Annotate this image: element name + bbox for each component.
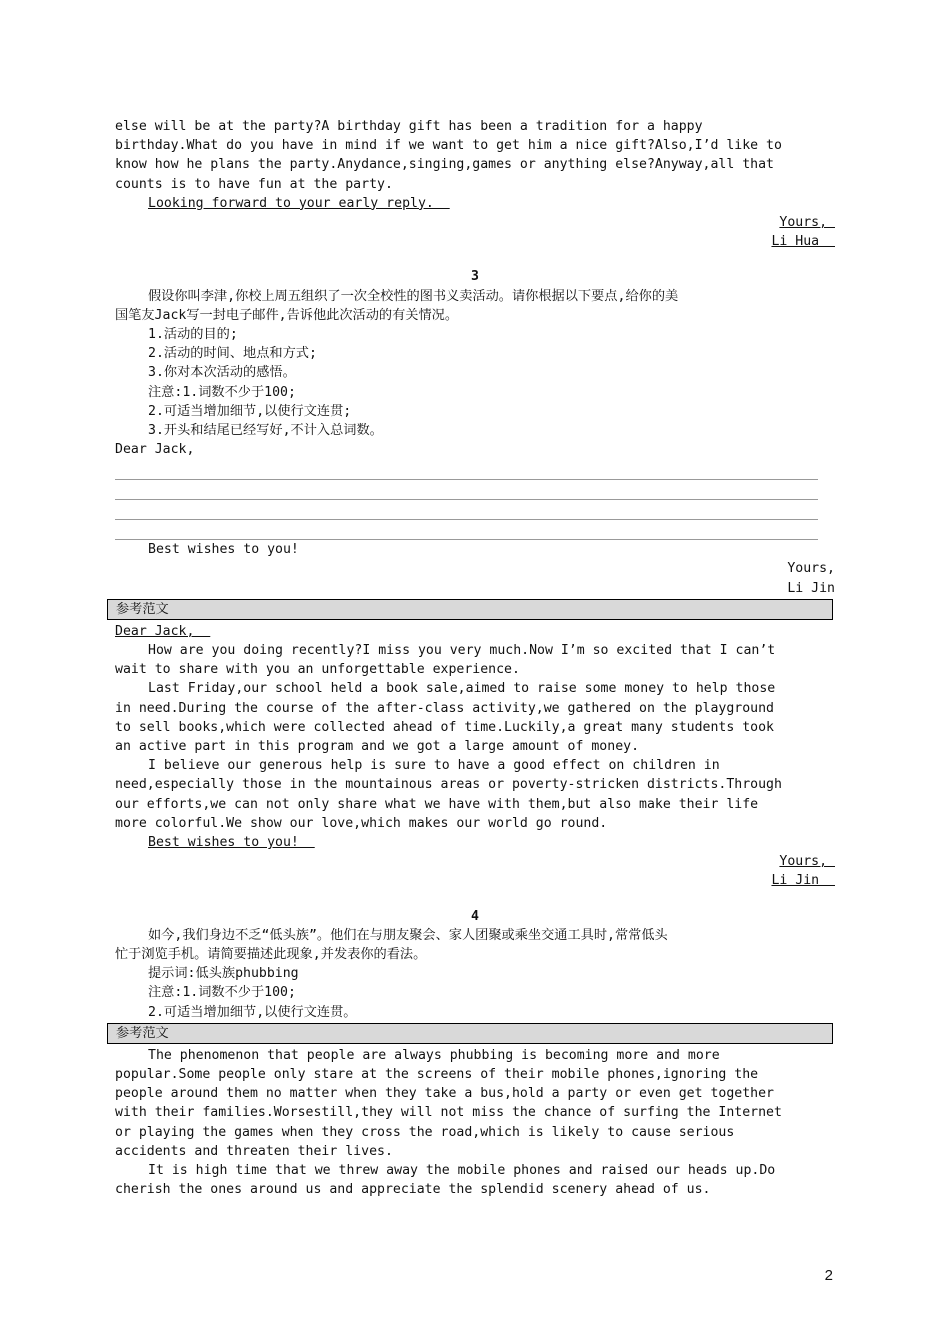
letter-yours: Yours, [779,215,835,231]
answer-line: people around them no matter when they take a bus,hold a party or even get together [115,1086,774,1102]
answer-line: accidents and threaten their lives. [115,1143,393,1159]
answer-line: in need.During the course of the after-class activity,we gathered on the playground [115,700,774,716]
answer-line: more colorful.We show our love,which makes our world go round. [115,815,608,831]
answer-signature: Li Jin [771,873,835,889]
letter-signature: Li Jin [787,580,835,596]
answer-label-box: 参考范文 [107,599,833,620]
answer-line: It is high time that we threw away the mobile phones and raised our heads up.Do [148,1163,776,1179]
answer-line: an active part in this program and we got a large amount of money. [115,739,640,755]
answer-line: cherish the ones around us and appreciate the splendid scenery ahead of us. [115,1182,711,1198]
answer-line: How are you doing recently?I miss you very much.Now I’m so excited that I can’t [148,643,776,659]
letter-closing: Best wishes to you! [148,542,299,558]
letter-signature: Li Hua [771,234,835,250]
letter-yours: Yours, [787,561,835,577]
answer-line: I believe our generous help is sure to have a good effect on children in [148,758,720,774]
answer-yours: Yours, [779,854,835,870]
prompt-line: 国笔友Jack写一封电子邮件,告诉他此次活动的有关情况。 [115,307,459,323]
prompt-point: 2.可适当增加细节,以使行文连贯; [148,403,352,419]
answer-closing: Best wishes to you! [148,835,315,851]
answer-greeting: Dear Jack, [115,623,211,639]
prompt-point: 1.活动的目的; [148,327,238,343]
page-number: 2 [824,1267,833,1284]
prompt-point: 2.活动的时间、地点和方式; [148,346,317,362]
section-2-text [115,117,835,251]
prompt-line: 假设你叫李津,你校上周五组织了一次全校性的图书义卖活动。请你根据以下要点,给你的美 [148,288,679,304]
answer-blank-line[interactable] [115,459,818,479]
text-line: else will be at the party?A birthday gift has been a tradition for a happy [115,119,703,134]
document-page [115,117,835,1200]
prompt-point: 提示词:低头族phubbing [148,966,299,982]
answer-label-box: 参考范文 [107,1023,833,1044]
prompt-point: 2.可适当增加细节,以使行文连贯。 [148,1004,357,1020]
answer-blank-line[interactable] [115,500,818,520]
prompt-line: 忙于浏览手机。请简要描述此现象,并发表你的看法。 [115,947,427,963]
prompt-point: 注意:1.词数不少于100; [148,384,296,400]
text-line: know how he plans the party.Anydance,singing,games or anything else?Anyway,all that [115,157,774,173]
prompt-point: 3.开头和结尾已经写好,不计入总词数。 [148,423,383,439]
answer-line: The phenomenon that people are always phubbing is becoming more and more [148,1047,720,1063]
prompt-point: 注意:1.词数不少于100; [148,985,296,1001]
answer-line: need,especially those in the mountainous areas or poverty-stricken districts.Through [115,777,782,793]
letter-closing: Looking forward to your early reply. [148,195,450,211]
answer-line: or playing the games when they cross the road,which is likely to cause serious [115,1124,735,1140]
text-line: counts is to have fun at the party. [115,176,393,192]
answer-line: Last Friday,our school held a book sale,aimed to raise some money to help those [148,681,776,697]
answer-blank-line[interactable] [115,480,818,500]
answer-line: wait to share with you an unforgettable experience. [115,662,520,678]
text-line: birthday.What do you have in mind if we want to get him a nice gift?Also,I’d like to [115,138,782,154]
answer-line: to sell books,which were collected ahead of time.Luckily,a great many students took [115,719,774,735]
answer-line: our efforts,we can not only share what we have with them,but also make their life [115,796,759,812]
section-number: 4 [471,908,479,924]
letter-greeting: Dear Jack, [115,442,195,458]
section-number: 3 [471,269,479,285]
answer-line: popular.Some people only stare at the screens of their mobile phones,ignoring the [115,1067,759,1083]
prompt-point: 3.你对本次活动的感悟。 [148,365,296,381]
answer-line: with their families.Worsestill,they will not miss the chance of surfing the Internet [115,1105,782,1121]
prompt-line: 如今,我们身边不乏“低头族”。他们在与朋友聚会、家人团聚或乘坐交通工具时,常常低头 [148,927,668,943]
answer-blank-line[interactable] [115,520,818,540]
